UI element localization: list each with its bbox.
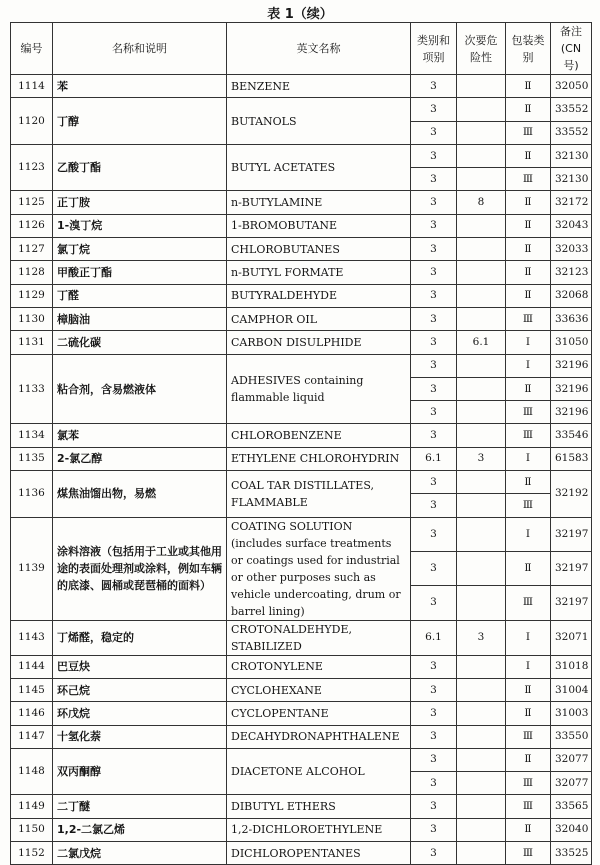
entry-number: 1143 <box>11 620 53 655</box>
cn-number: 32192 <box>551 471 592 518</box>
subsidiary-risk <box>457 168 506 191</box>
cn-number: 33552 <box>551 98 592 121</box>
entry-number: 1120 <box>11 98 53 145</box>
english-name: BUTANOLS <box>227 98 411 145</box>
class-division: 3 <box>411 655 457 678</box>
packing-group: Ⅱ <box>506 214 551 237</box>
header-packing-group: 包装类别 <box>506 23 551 75</box>
english-name: CYCLOHEXANE <box>227 678 411 701</box>
entry-number: 1131 <box>11 331 53 354</box>
chinese-name: 丁烯醛，稳定的 <box>53 620 227 655</box>
packing-group: Ⅱ <box>506 98 551 121</box>
packing-group: Ⅲ <box>506 307 551 330</box>
english-name: ADHESIVES containing flammable liquid <box>227 354 411 424</box>
packing-group: Ⅲ <box>506 772 551 795</box>
entry-number: 1136 <box>11 471 53 518</box>
chinese-name: 巴豆炔 <box>53 655 227 678</box>
cn-number: 32196 <box>551 377 592 400</box>
subsidiary-risk <box>457 748 506 771</box>
table-row <box>11 331 592 354</box>
english-name: COAL TAR DISTILLATES, FLAMMABLE <box>227 471 411 518</box>
packing-group: Ⅱ <box>506 702 551 725</box>
entry-number: 1135 <box>11 447 53 470</box>
english-name: CYCLOPENTANE <box>227 702 411 725</box>
subsidiary-risk <box>457 354 506 377</box>
header-zh-name: 名称和说明 <box>53 23 227 75</box>
class-division: 3 <box>411 191 457 214</box>
cn-number: 33546 <box>551 424 592 447</box>
cn-number: 32197 <box>551 551 592 585</box>
packing-group: Ⅱ <box>506 75 551 98</box>
chinese-name: 1,2-二氯乙烯 <box>53 818 227 841</box>
subsidiary-risk <box>457 655 506 678</box>
cn-number: 32130 <box>551 168 592 191</box>
subsidiary-risk <box>457 238 506 261</box>
table-row <box>11 517 592 551</box>
subsidiary-risk <box>457 401 506 424</box>
cn-number: 32033 <box>551 238 592 261</box>
entry-number: 1147 <box>11 725 53 748</box>
cn-number: 61583 <box>551 447 592 470</box>
chinese-name: 二硫化碳 <box>53 331 227 354</box>
header-subsidiary-risk: 次要危险性 <box>457 23 506 75</box>
table-row <box>11 447 592 470</box>
entry-number: 1123 <box>11 144 53 191</box>
packing-group: Ⅲ <box>506 795 551 818</box>
header-row <box>11 23 592 75</box>
class-division: 3 <box>411 702 457 725</box>
entry-number: 1125 <box>11 191 53 214</box>
packing-group: Ⅱ <box>506 191 551 214</box>
subsidiary-risk <box>457 261 506 284</box>
table-row <box>11 620 592 655</box>
english-name: DECAHYDRONAPHTHALENE <box>227 725 411 748</box>
table-row <box>11 818 592 841</box>
cn-number: 32197 <box>551 517 592 551</box>
class-division: 3 <box>411 471 457 494</box>
entry-number: 1139 <box>11 517 53 620</box>
packing-group: Ⅰ <box>506 655 551 678</box>
entry-number: 1127 <box>11 238 53 261</box>
packing-group: Ⅱ <box>506 818 551 841</box>
chinese-name: 1-溴丁烷 <box>53 214 227 237</box>
chinese-name: 丁醛 <box>53 284 227 307</box>
entry-number: 1126 <box>11 214 53 237</box>
chinese-name: 2-氯乙醇 <box>53 447 227 470</box>
class-division: 3 <box>411 307 457 330</box>
table-row <box>11 238 592 261</box>
english-name: n-BUTYLAMINE <box>227 191 411 214</box>
table-row <box>11 424 592 447</box>
table-row <box>11 678 592 701</box>
class-division: 3 <box>411 121 457 144</box>
entry-number: 1146 <box>11 702 53 725</box>
table-row <box>11 842 592 865</box>
subsidiary-risk <box>457 377 506 400</box>
subsidiary-risk <box>457 307 506 330</box>
english-name: CROTONYLENE <box>227 655 411 678</box>
subsidiary-risk: 8 <box>457 191 506 214</box>
english-name: 1-BROMOBUTANE <box>227 214 411 237</box>
table-row <box>11 284 592 307</box>
class-division: 3 <box>411 238 457 261</box>
english-name: DIBUTYL ETHERS <box>227 795 411 818</box>
english-name: BUTYL ACETATES <box>227 144 411 191</box>
cn-number: 32043 <box>551 214 592 237</box>
table-row <box>11 191 592 214</box>
english-name: 1,2-DICHLOROETHYLENE <box>227 818 411 841</box>
english-name: BENZENE <box>227 75 411 98</box>
cn-number: 33552 <box>551 121 592 144</box>
dangerous-goods-table <box>10 22 592 865</box>
class-division: 3 <box>411 725 457 748</box>
table-row <box>11 702 592 725</box>
entry-number: 1150 <box>11 818 53 841</box>
class-division: 6.1 <box>411 620 457 655</box>
packing-group: Ⅲ <box>506 168 551 191</box>
subsidiary-risk: 3 <box>457 447 506 470</box>
packing-group: Ⅰ <box>506 517 551 551</box>
chinese-name: 二氯戊烷 <box>53 842 227 865</box>
packing-group: Ⅰ <box>506 447 551 470</box>
cn-number: 32071 <box>551 620 592 655</box>
packing-group: Ⅱ <box>506 471 551 494</box>
class-division: 3 <box>411 354 457 377</box>
header-en-name: 英文名称 <box>227 23 411 75</box>
subsidiary-risk: 6.1 <box>457 331 506 354</box>
chinese-name: 苯 <box>53 75 227 98</box>
packing-group: Ⅲ <box>506 842 551 865</box>
table-row <box>11 214 592 237</box>
packing-group: Ⅱ <box>506 678 551 701</box>
class-division: 6.1 <box>411 447 457 470</box>
cn-number: 31050 <box>551 331 592 354</box>
cn-number: 32196 <box>551 354 592 377</box>
cn-number: 33525 <box>551 842 592 865</box>
cn-number: 32196 <box>551 401 592 424</box>
cn-number: 31004 <box>551 678 592 701</box>
subsidiary-risk <box>457 75 506 98</box>
table-row <box>11 261 592 284</box>
subsidiary-risk <box>457 424 506 447</box>
cn-number: 33636 <box>551 307 592 330</box>
entry-number: 1130 <box>11 307 53 330</box>
subsidiary-risk: 3 <box>457 620 506 655</box>
subsidiary-risk <box>457 98 506 121</box>
table-row <box>11 75 592 98</box>
subsidiary-risk <box>457 795 506 818</box>
cn-number: 32077 <box>551 772 592 795</box>
table-row <box>11 655 592 678</box>
packing-group: Ⅰ <box>506 620 551 655</box>
header-cn-number: 备注(CN 号) <box>551 23 592 75</box>
chinese-name: 丁醇 <box>53 98 227 145</box>
subsidiary-risk <box>457 214 506 237</box>
table-row <box>11 354 592 377</box>
english-name: CHLOROBENZENE <box>227 424 411 447</box>
class-division: 3 <box>411 586 457 620</box>
class-division: 3 <box>411 401 457 424</box>
table-row <box>11 471 592 494</box>
english-name: DICHLOROPENTANES <box>227 842 411 865</box>
class-division: 3 <box>411 331 457 354</box>
class-division: 3 <box>411 748 457 771</box>
packing-group: Ⅱ <box>506 144 551 167</box>
subsidiary-risk <box>457 842 506 865</box>
subsidiary-risk <box>457 144 506 167</box>
class-division: 3 <box>411 377 457 400</box>
class-division: 3 <box>411 98 457 121</box>
packing-group: Ⅰ <box>506 354 551 377</box>
entry-number: 1148 <box>11 748 53 795</box>
class-division: 3 <box>411 551 457 585</box>
english-name: BUTYRALDEHYDE <box>227 284 411 307</box>
chinese-name: 十氢化萘 <box>53 725 227 748</box>
chinese-name: 双丙酮醇 <box>53 748 227 795</box>
entry-number: 1149 <box>11 795 53 818</box>
subsidiary-risk <box>457 121 506 144</box>
english-name: CROTONALDEHYDE, STABILIZED <box>227 620 411 655</box>
chinese-name: 乙酸丁酯 <box>53 144 227 191</box>
header-class: 类别和项别 <box>411 23 457 75</box>
english-name: ETHYLENE CHLOROHYDRIN <box>227 447 411 470</box>
entry-number: 1144 <box>11 655 53 678</box>
chinese-name: 环戊烷 <box>53 702 227 725</box>
english-name: COATING SOLUTION (includes surface treatments or coatings used for industrial or other purposes such as vehicle undercoating, drum or barrel lining) <box>227 517 411 620</box>
table-row <box>11 307 592 330</box>
class-division: 3 <box>411 818 457 841</box>
packing-group: Ⅱ <box>506 748 551 771</box>
entry-number: 1128 <box>11 261 53 284</box>
packing-group: Ⅲ <box>506 424 551 447</box>
subsidiary-risk <box>457 818 506 841</box>
class-division: 3 <box>411 795 457 818</box>
packing-group: Ⅱ <box>506 377 551 400</box>
cn-number: 32040 <box>551 818 592 841</box>
table-row <box>11 748 592 771</box>
cn-number: 32077 <box>551 748 592 771</box>
entry-number: 1129 <box>11 284 53 307</box>
chinese-name: 甲酸正丁酯 <box>53 261 227 284</box>
english-name: n-BUTYL FORMATE <box>227 261 411 284</box>
entry-number: 1152 <box>11 842 53 865</box>
subsidiary-risk <box>457 725 506 748</box>
packing-group: Ⅱ <box>506 238 551 261</box>
cn-number: 32068 <box>551 284 592 307</box>
packing-group: Ⅲ <box>506 494 551 517</box>
class-division: 3 <box>411 144 457 167</box>
packing-group: Ⅱ <box>506 551 551 585</box>
english-name: CARBON DISULPHIDE <box>227 331 411 354</box>
class-division: 3 <box>411 261 457 284</box>
subsidiary-risk <box>457 284 506 307</box>
cn-number: 32130 <box>551 144 592 167</box>
packing-group: Ⅰ <box>506 331 551 354</box>
table-row <box>11 795 592 818</box>
packing-group: Ⅱ <box>506 284 551 307</box>
table-title: 表 1（续） <box>267 7 333 22</box>
chinese-name: 粘合剂，含易燃液体 <box>53 354 227 424</box>
subsidiary-risk <box>457 517 506 551</box>
class-division: 3 <box>411 842 457 865</box>
chinese-name: 正丁胺 <box>53 191 227 214</box>
table-row <box>11 725 592 748</box>
chinese-name: 氯丁烷 <box>53 238 227 261</box>
cn-number: 33565 <box>551 795 592 818</box>
chinese-name: 氯苯 <box>53 424 227 447</box>
class-division: 3 <box>411 772 457 795</box>
subsidiary-risk <box>457 494 506 517</box>
packing-group: Ⅲ <box>506 401 551 424</box>
packing-group: Ⅲ <box>506 121 551 144</box>
chinese-name: 煤焦油馏出物，易燃 <box>53 471 227 518</box>
entry-number: 1114 <box>11 75 53 98</box>
chinese-name: 环己烷 <box>53 678 227 701</box>
subsidiary-risk <box>457 586 506 620</box>
english-name: DIACETONE ALCOHOL <box>227 748 411 795</box>
cn-number: 31003 <box>551 702 592 725</box>
subsidiary-risk <box>457 702 506 725</box>
cn-number: 32197 <box>551 586 592 620</box>
class-division: 3 <box>411 168 457 191</box>
class-division: 3 <box>411 424 457 447</box>
entry-number: 1133 <box>11 354 53 424</box>
cn-number: 33550 <box>551 725 592 748</box>
table-row <box>11 144 592 167</box>
chinese-name: 涂料溶液（包括用于工业或其他用途的表面处理剂或涂料，例如车辆的底漆、圆桶或琵琶桶的面料） <box>53 517 227 620</box>
chinese-name: 樟脑油 <box>53 307 227 330</box>
chinese-name: 二丁醚 <box>53 795 227 818</box>
packing-group: Ⅲ <box>506 725 551 748</box>
english-name: CAMPHOR OIL <box>227 307 411 330</box>
cn-number: 32050 <box>551 75 592 98</box>
packing-group: Ⅱ <box>506 261 551 284</box>
cn-number: 32123 <box>551 261 592 284</box>
entry-number: 1145 <box>11 678 53 701</box>
packing-group: Ⅲ <box>506 586 551 620</box>
class-division: 3 <box>411 517 457 551</box>
subsidiary-risk <box>457 471 506 494</box>
english-name: CHLOROBUTANES <box>227 238 411 261</box>
table-row <box>11 98 592 121</box>
class-division: 3 <box>411 678 457 701</box>
subsidiary-risk <box>457 772 506 795</box>
class-division: 3 <box>411 75 457 98</box>
cn-number: 31018 <box>551 655 592 678</box>
class-division: 3 <box>411 284 457 307</box>
subsidiary-risk <box>457 551 506 585</box>
header-no: 编号 <box>11 23 53 75</box>
entry-number: 1134 <box>11 424 53 447</box>
class-division: 3 <box>411 214 457 237</box>
subsidiary-risk <box>457 678 506 701</box>
class-division: 3 <box>411 494 457 517</box>
cn-number: 32172 <box>551 191 592 214</box>
